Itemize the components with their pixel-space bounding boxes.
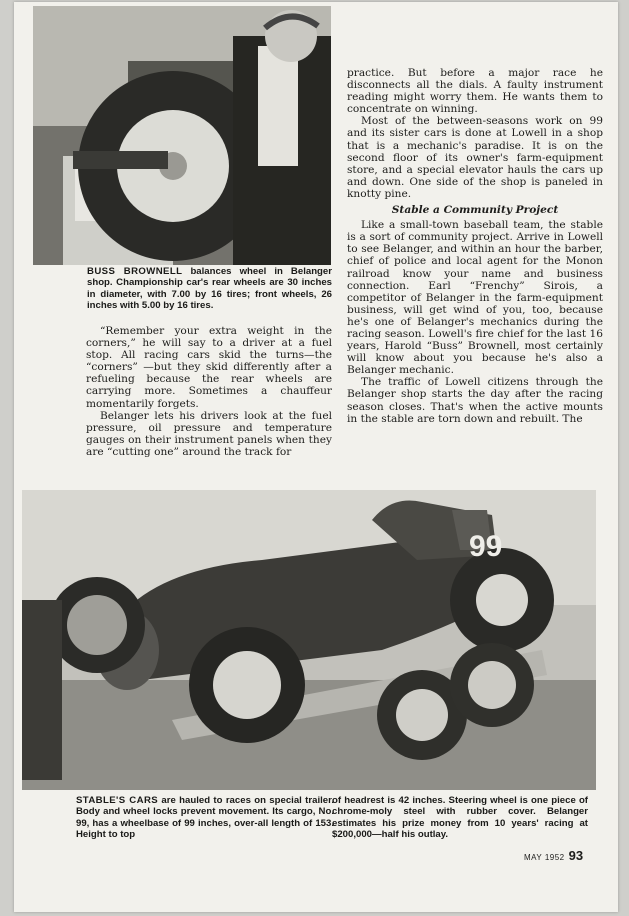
car-number-label: 99 [469, 530, 503, 563]
trailer-photo-caption [76, 795, 334, 841]
article-paragraph: “Remember your extra weight in the corners,” he will say to a driver at a fuel stop. All racing cars skid the turns—the “corners” —but they skid differently after a refueling because the rear wheels are carrying more. Sometimes a chauffeur momentarily forgets. [86, 325, 332, 410]
trailer-photo-caption-continued: of headrest is 42 inches. Steering wheel is one piece of chrome-moly steel with rubber cover. Belanger estimates his prize money from 10 years' racing at $200,000—half his outlay. [332, 795, 588, 841]
caption-text: balances wheel in Belanger shop. Championship car's rear wheels are 30 inches in diameter, with 7.00 by 16 tires; front wheels, 26 inches with 5.00 by 16 tires. [87, 266, 332, 312]
article-paragraph: Most of the between-seasons work on 99 and its sister cars is done at Lowell in a shop that is a mechanic's paradise. It is on the second floor of its owner's farm-equipment store, and a special elevator hauls the cars up and down. One side of the shop is paneled in knotty pine. [347, 115, 603, 200]
article-right-column [347, 67, 603, 425]
section-subhead: Stable a Community Project [391, 204, 559, 217]
page-number: 93 [568, 848, 584, 863]
race-car-trailer-photo [22, 490, 596, 790]
caption-lead: BUSS BROWNELL [87, 266, 183, 277]
wheel-photo-caption [87, 266, 332, 312]
race-car-illustration [22, 490, 596, 790]
article-paragraph: Belanger lets his drivers look at the fuel pressure, oil pressure and temperature gauges on their instrument panels when they are “cutting one” around the track for [86, 409, 332, 458]
article-paragraph: practice. But before a major race he disconnects all the dials. A faulty instrument reading might worry them. He wants them to concentrate on winning. [347, 67, 603, 116]
article-paragraph: The traffic of Lowell citizens through the Belanger shop starts the day after the racing season closes. That's when the active mounts in the stable are torn down and rebuilt. The [347, 376, 603, 425]
wheel-balancing-photo [33, 6, 331, 265]
issue-date: MAY 1952 [524, 853, 565, 862]
magazine-page [14, 2, 618, 912]
wheel-balancing-illustration [33, 6, 331, 265]
caption-text: are hauled to races on special trailer. Body and wheel locks prevent movement. Its cargo, No. 99, has a wheelbase of 99 inches, over-all length of 153. Height to top [76, 795, 334, 841]
page-footer [524, 847, 583, 865]
article-paragraph: Like a small-town baseball team, the stable is a sort of community project. Arrive in Lowell to see Belanger, and within an hour the barber, chief of police and local agent for the Monon railroad know your name and business connection. Earl “Frenchy” Sirois, a competitor of Belanger in the farm-equipment business, will get wind of you, too, because he's one of Belanger's mechanics during the racing season. Lowell's fire chief for the last 16 years, Harold “Buss” Brownell, most certainly will know about you because he's also a Belanger mechanic. [347, 219, 603, 377]
caption-lead: STABLE'S CARS [76, 795, 159, 806]
article-left-column [86, 325, 332, 458]
